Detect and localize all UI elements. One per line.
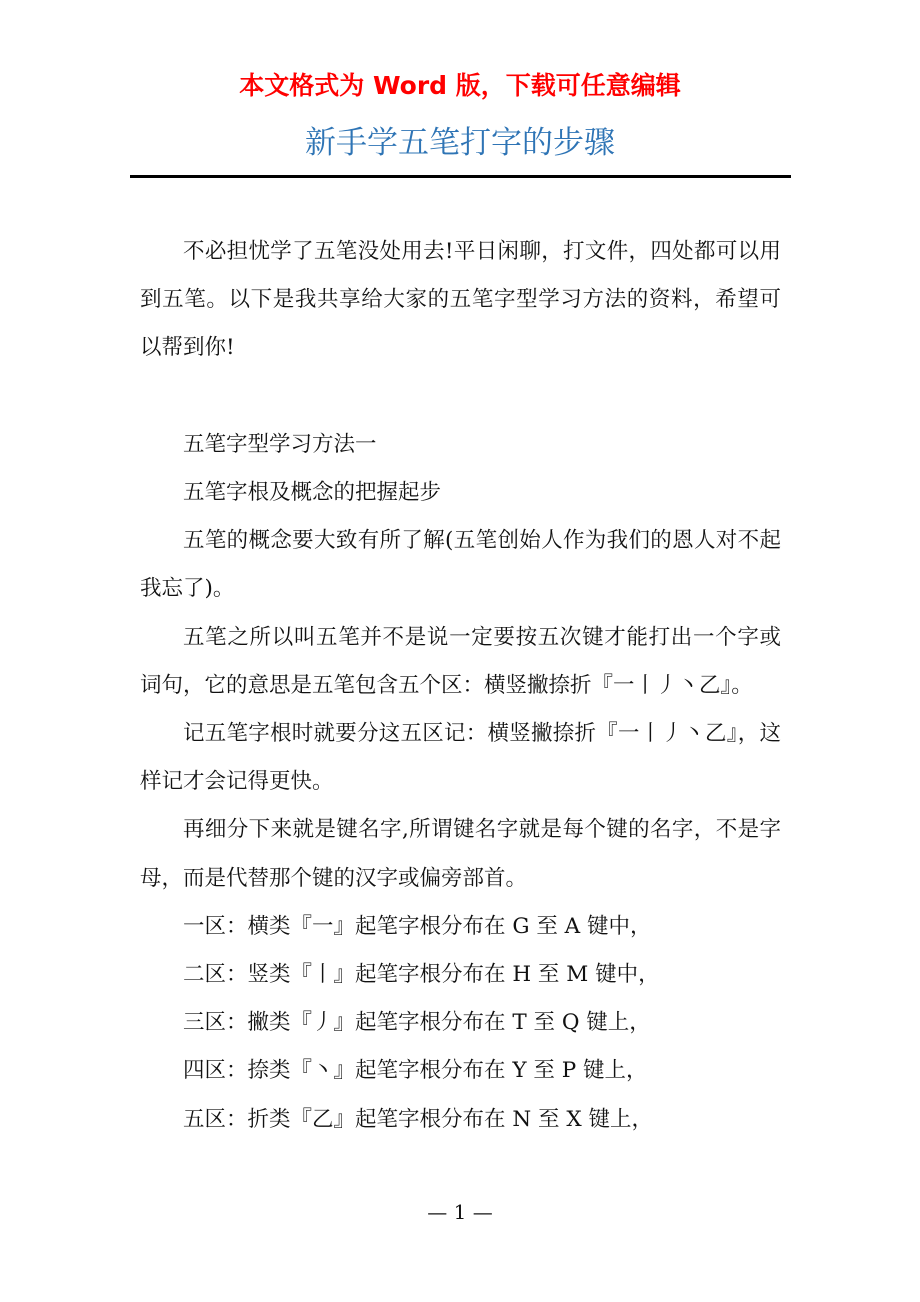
page-number: — 1 — bbox=[427, 1200, 493, 1224]
zone-item: 四区：捺类『丶』起笔字根分布在 Y 至 P 键上， bbox=[183, 1058, 648, 1084]
title-divider bbox=[130, 175, 791, 178]
zone-item: 三区：撇类『丿』起笔字根分布在 T 至 Q 键上， bbox=[183, 1010, 651, 1036]
editable-notice-banner: 本文格式为 Word 版，下载可任意编辑 bbox=[239, 71, 681, 100]
zone-item: 二区：竖类『丨』起笔字根分布在 H 至 M 键中， bbox=[183, 962, 660, 988]
subsection-heading: 五笔字根及概念的把握起步 bbox=[183, 480, 442, 505]
blank-line bbox=[140, 373, 781, 421]
zone-item: 一区：横类『一』起笔字根分布在 G 至 A 键中， bbox=[183, 913, 652, 939]
paragraph: 记五笔字根时就要分这五区记：横竖撇捺折『一丨丿丶乙』，这样记才会记得更快。 bbox=[140, 721, 781, 795]
paragraph: 五笔的概念要大致有所了解(五笔创始人作为我们的恩人对不起我忘了)。 bbox=[140, 528, 781, 602]
document-title: 新手学五笔打字的步骤 bbox=[305, 125, 615, 161]
zone-item: 五区：折类『乙』起笔字根分布在 N 至 X 键上， bbox=[183, 1106, 653, 1132]
paragraph-intro: 不必担忧学了五笔没处用去!平日闲聊，打文件，四处都可以用到五笔。以下是我共享给大家的五笔字型学习方法的资料，希望可以帮到你! bbox=[140, 239, 781, 361]
document-body bbox=[140, 228, 781, 1144]
paragraph: 五笔之所以叫五笔并不是说一定要按五次键才能打出一个字或词句，它的意思是五笔包含五个区：横竖撇捺折『一丨丿丶乙』。 bbox=[140, 624, 781, 698]
paragraph: 再细分下来就是键名字,所谓键名字就是每个键的名字，不是字母，而是代替那个键的汉字或偏旁部首。 bbox=[140, 817, 781, 891]
section-heading: 五笔字型学习方法一 bbox=[183, 431, 377, 457]
